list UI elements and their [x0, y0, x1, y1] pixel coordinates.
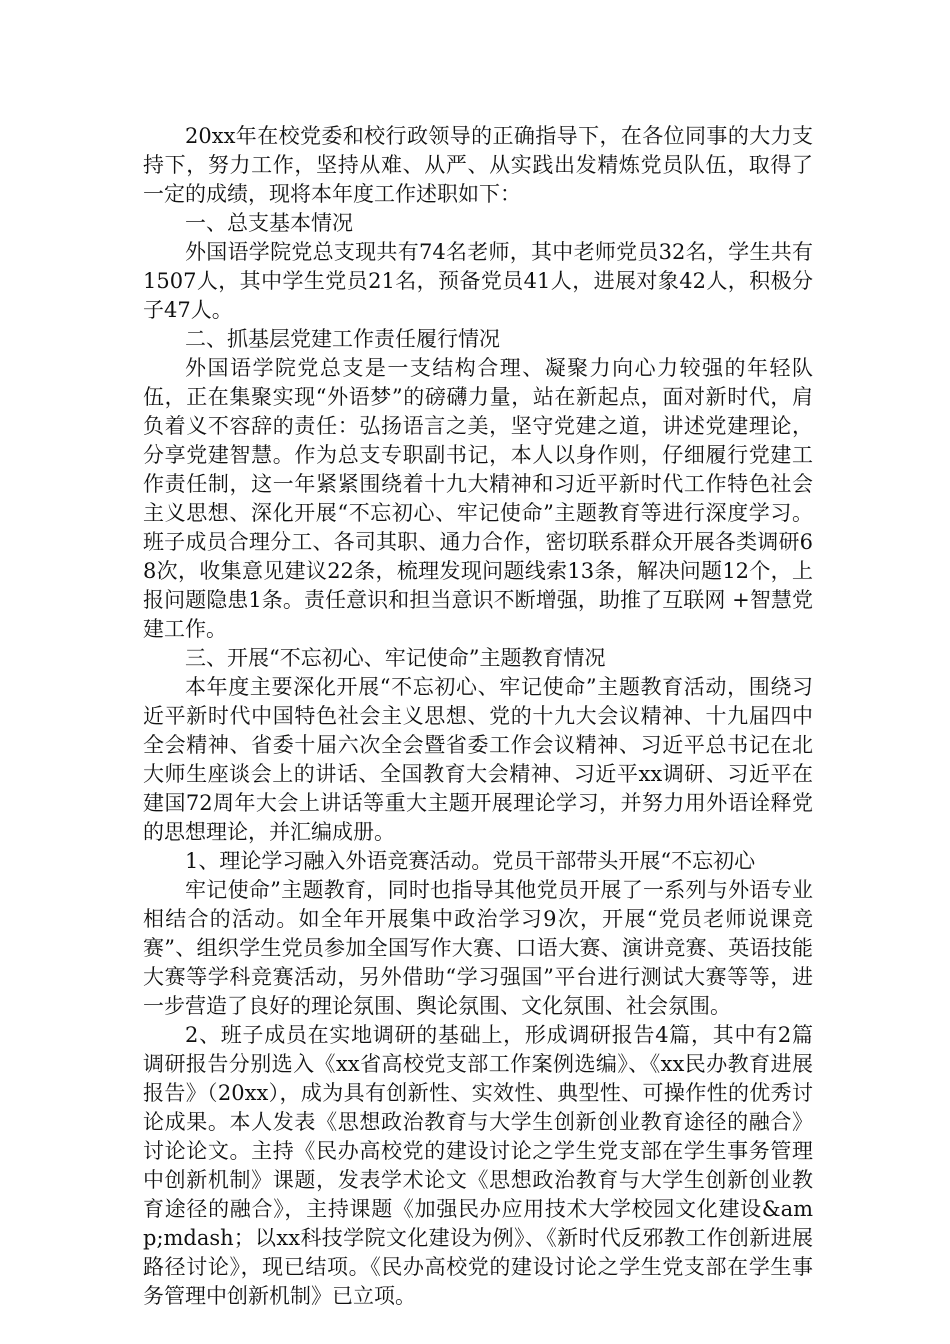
item-2-paragraph: 2、班子成员在实地调研的基础上，形成调研报告4篇，其中有2篇调研报告分别选入《xx省高校党支部工作案例选编》、《xx民办教育进展报告》（20xx），成为具有创新性、实效性、典型性、可操作性的优秀讨论成果。本人发表《思想政治教育与大学生创新创业教育途径的融合》讨论论文。主持《民办高校党的建设讨论之学生党支部在学生事务管理中创新机制》课题，发表学术论文《思想政治教育与大学生创新创业教育途径的融合》，主持课题《加强民办应用技术大学校园文化建设&amp;mdash；以xx科技学院文化建设为例》、《新时代反邪教工作创新进展路径讨论》，现已结项。《民办高校党的建设讨论之学生党支部在学生事务管理中创新机制》已立项。	[143, 1023, 813, 1308]
section-heading-1: 一、总支基本情况	[185, 211, 353, 235]
document-body	[143, 122, 813, 1311]
section-1-paragraph: 外国语学院党总支现共有74名老师，其中老师党员32名，学生共有1507人，其中学生党员21名，预备党员41人，进展对象42人，积极分子47人。	[143, 240, 813, 322]
section-2-paragraph: 外国语学院党总支是一支结构合理、凝聚力向心力较强的年轻队伍，正在集聚实现“外语梦”的磅礴力量，站在新起点，面对新时代，肩负着义不容辞的责任：弘扬语言之美，坚守党建之道，讲述党建理论，分享党建智慧。作为总支专职副书记，本人以身作则，仔细履行党建工作责任制，这一年紧紧围绕着十九大精神和习近平新时代工作特色社会主义思想、深化开展“不忘初心、牢记使命”主题教育等进行深度学习。班子成员合理分工、各司其职、通力合作，密切联系群众开展各类调研68次，收集意见建议22条，梳理发现问题线索13条，解决问题12个，上报问题隐患1条。责任意识和担当意识不断增强，助推了互联网 +智慧党建工作。	[143, 356, 813, 641]
section-3-paragraph: 本年度主要深化开展“不忘初心、牢记使命”主题教育活动，围绕习近平新时代中国特色社会主义思想、党的十九大会议精神、十九届四中全会精神、省委十届六次全会暨省委工作会议精神、习近平总书记在北大师生座谈会上的讲话、全国教育大会精神、习近平xx调研、习近平在建国72周年大会上讲话等重大主题开展理论学习，并努力用外语诠释党的思想理论，并汇编成册。	[143, 675, 813, 844]
item-1-heading: 1、理论学习融入外语竞赛活动。党员干部带头开展“不忘初心	[185, 849, 756, 873]
section-heading-3: 三、开展“不忘初心、牢记使命”主题教育情况	[185, 646, 606, 670]
section-heading-2: 二、抓基层党建工作责任履行情况	[185, 327, 500, 351]
intro-paragraph: 20xx年在校党委和校行政领导的正确指导下，在各位同事的大力支持下，努力工作，坚持从难、从严、从实践出发精炼党员队伍，取得了一定的成绩，现将本年度工作述职如下：	[143, 124, 813, 206]
item-1-paragraph: 牢记使命”主题教育，同时也指导其他党员开展了一系列与外语专业相结合的活动。如全年开展集中政治学习9次，开展“党员老师说课竞赛”、组织学生党员参加全国写作大赛、口语大赛、演讲竞赛、英语技能大赛等学科竞赛活动，另外借助“学习强国”平台进行测试大赛等等，进一步营造了良好的理论氛围、舆论氛围、文化氛围、社会氛围。	[143, 878, 813, 1018]
